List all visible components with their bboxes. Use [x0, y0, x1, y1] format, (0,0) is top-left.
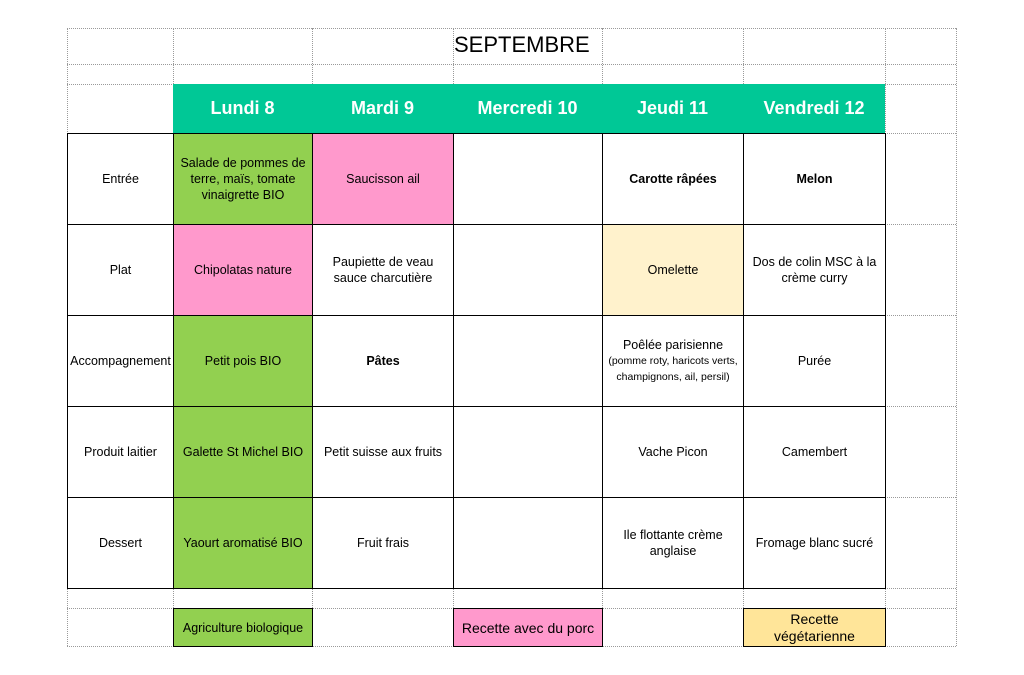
menu-cell: Salade de pommes de terre, maïs, tomate vinaigrette BIO — [173, 133, 313, 225]
menu-item-detail: (pomme roty, haricots verts, champignons, ail, persil) — [608, 355, 738, 383]
page-title: SEPTEMBRE — [454, 32, 590, 57]
menu-cell: Ile flottante crème anglaise — [602, 497, 744, 589]
day-header-lundi: Lundi 8 — [173, 84, 312, 133]
row-label-plat: Plat — [67, 224, 174, 316]
menu-cell — [453, 133, 603, 225]
menu-cell: Pâtes — [312, 315, 454, 407]
menu-cell: Melon — [743, 133, 886, 225]
gridline — [67, 64, 956, 65]
menu-cell: Yaourt aromatisé BIO — [173, 497, 313, 589]
day-header-mardi: Mardi 9 — [312, 84, 453, 133]
menu-cell: Petit pois BIO — [173, 315, 313, 407]
row-label-produit-laitier: Produit laitier — [67, 406, 174, 498]
legend-bio: Agriculture biologique — [173, 608, 313, 647]
day-header-jeudi: Jeudi 11 — [602, 84, 743, 133]
row-label-dessert: Dessert — [67, 497, 174, 589]
day-header-mercredi: Mercredi 10 — [453, 84, 602, 133]
gridline — [956, 28, 957, 646]
menu-cell: Chipolatas nature — [173, 224, 313, 316]
legend-vegetarienne: Recette végétarienne — [743, 608, 886, 647]
menu-cell: Paupiette de veau sauce charcutière — [312, 224, 454, 316]
menu-cell — [453, 497, 603, 589]
menu-cell: Purée — [743, 315, 886, 407]
menu-cell — [453, 224, 603, 316]
menu-cell: Fruit frais — [312, 497, 454, 589]
menu-cell: Dos de colin MSC à la crème curry — [743, 224, 886, 316]
menu-cell — [453, 315, 603, 407]
menu-cell — [453, 406, 603, 498]
menu-cell: Saucisson ail — [312, 133, 454, 225]
gridline — [67, 28, 956, 29]
day-header-vendredi: Vendredi 12 — [743, 84, 885, 133]
menu-cell: Petit suisse aux fruits — [312, 406, 454, 498]
row-label-entree: Entrée — [67, 133, 174, 225]
menu-cell: Omelette — [602, 224, 744, 316]
legend-porc: Recette avec du porc — [453, 608, 603, 647]
menu-cell: Camembert — [743, 406, 886, 498]
menu-cell: Carotte râpées — [602, 133, 744, 225]
menu-cell: Fromage blanc sucré — [743, 497, 886, 589]
menu-item-name: Poêlée parisienne — [622, 338, 724, 352]
menu-cell: Galette St Michel BIO — [173, 406, 313, 498]
menu-cell-poelee — [602, 315, 744, 407]
row-label-accompagnement: Accompagnement — [67, 315, 174, 407]
menu-cell: Vache Picon — [602, 406, 744, 498]
